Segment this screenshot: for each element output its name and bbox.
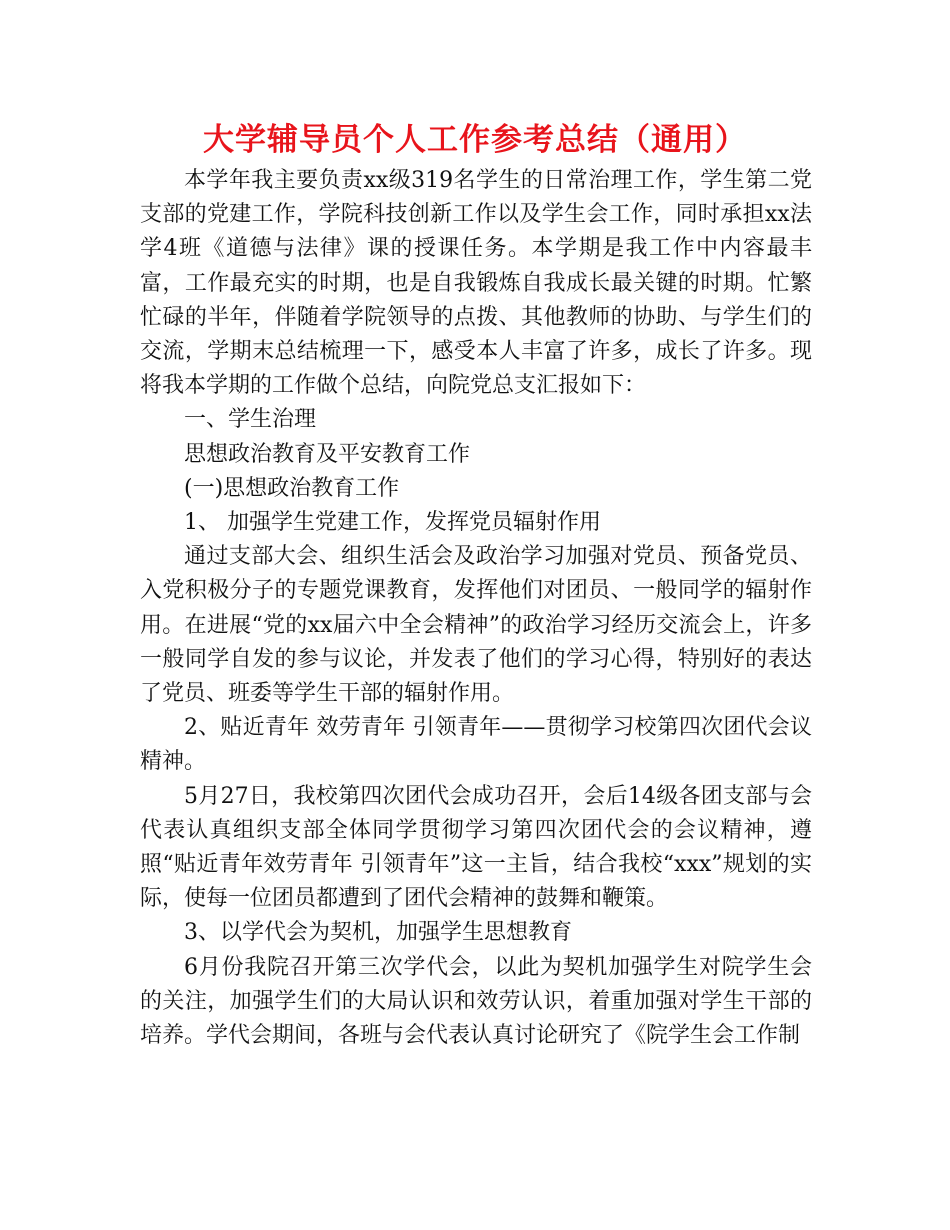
subheading-political-education: (一)思想政治教育工作	[184, 475, 400, 501]
paragraph-student-congress: 6月份我院召开第三次学代会，以此为契机加强学生对院学生会的关注，加强学生们的大局认识和效劳认识，着重加强对学生干部的培养。学代会期间，各班与会代表认真讨论研究了《院学生会工作制	[140, 954, 812, 1049]
item-heading-student-congress: 3、以学代会为契机，加强学生思想教育	[184, 920, 572, 946]
document-body	[140, 164, 812, 1053]
paragraph-party-building: 通过支部大会、组织生活会及政治学习加强对党员、预备党员、入党积极分子的专题党课教育，发挥他们对团员、一般同学的辐射作用。在进展“党的xx届六中全会精神”的政治学习经历交流会上，许多一般同学自发的参与议论，并发表了他们的学习心得，特别好的表达了党员、班委等学生干部的辐射作用。	[140, 544, 812, 707]
item-heading-party-building: 1、 加强学生党建工作，发挥党员辐射作用	[184, 510, 601, 536]
document-title: 大学辅导员个人工作参考总结（通用）	[203, 122, 747, 158]
paragraph-intro: 本学年我主要负责xx级319名学生的日常治理工作，学生第二党支部的党建工作，学院科技创新工作以及学生会工作，同时承担xx法学4班《道德与法律》课的授课任务。本学期是我工作中内容最丰富，工作最充实的时期，也是自我锻炼自我成长最关键的时期。忙繁忙碌的半年，伴随着学院领导的点拨、其他教师的协助、与学生们的交流，学期末总结梳理一下，感受本人丰富了许多，成长了许多。现将我本学期的工作做个总结，向院党总支汇报如下：	[140, 168, 812, 399]
item-heading-youth-congress: 2、贴近青年 效劳青年 引领青年——贯彻学习校第四次团代会议精神。	[140, 715, 812, 775]
subheading-political-safety-education: 思想政治教育及平安教育工作	[184, 441, 471, 467]
paragraph-youth-congress: 5月27日，我校第四次团代会成功召开，会后14级各团支部与会代表认真组织支部全体同学贯彻学习第四次团代会的会议精神，遵照“贴近青年效劳青年 引领青年”这一主旨，结合我校“xxx”规划的实际，使每一位团员都遭到了团代会精神的鼓舞和鞭策。	[140, 783, 812, 912]
section-heading-student-management: 一、学生治理	[184, 407, 317, 433]
